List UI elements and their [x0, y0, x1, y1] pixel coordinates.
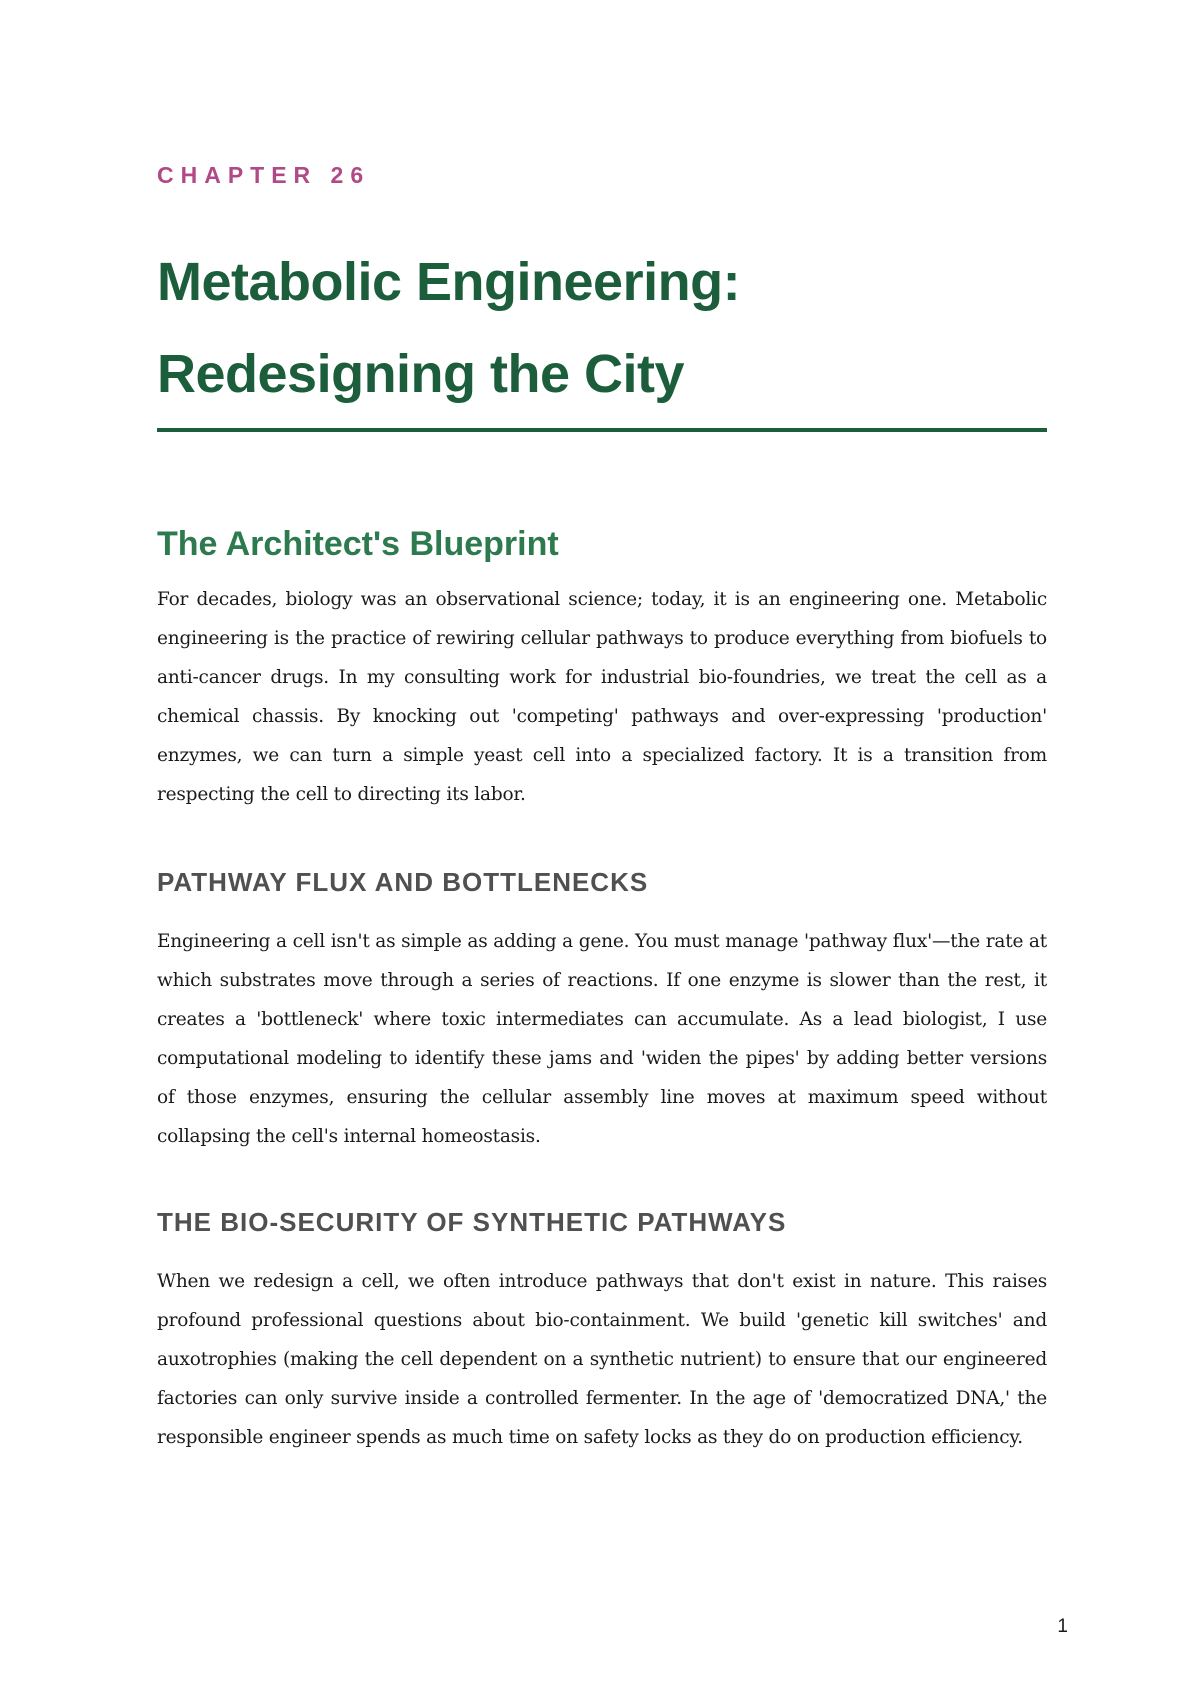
title-divider	[157, 428, 1047, 432]
subsection-paragraph-bio-security: When we redesign a cell, we often introduce pathways that don't exist in nature. This raises profound professional questions about bio-containment. We build 'genetic kill switches' and auxotrophies (making the cell dependent on a synthetic nutrient) to ensure that our engineered factories can only survive inside a controlled fermenter. In the age of 'democratized DNA,' the responsible engineer spends as much time on safety locks as they do on production efficiency.	[157, 1271, 1047, 1448]
chapter-label: CHAPTER 26	[157, 162, 371, 188]
section-paragraph: For decades, biology was an observational science; today, it is an engineering one. Metabolic engineering is the practice of rewiring cellular pathways to produce everything from biofuels to anti-cancer drugs. In my consulting work for industrial bio-foundries, we treat the cell as a chemical chassis. By knocking out 'competing' pathways and over-expressing 'production' enzymes, we can turn a simple yeast cell into a specialized factory. It is a transition from respecting the cell to directing its labor.	[157, 589, 1047, 805]
page-number: 1	[1057, 1616, 1068, 1637]
chapter-title: Metabolic Engineering: Redesigning the City	[157, 252, 741, 404]
subsection-paragraph-pathway-flux: Engineering a cell isn't as simple as adding a gene. You must manage 'pathway flux'—the rate at which substrates move through a series of reactions. If one enzyme is slower than the rest, it creates a 'bottleneck' where toxic intermediates can accumulate. As a lead biologist, I use computational modeling to identify these jams and 'widen the pipes' by adding better versions of those enzymes, ensuring the cellular assembly line moves at maximum speed without collapsing the cell's internal homeostasis.	[157, 931, 1047, 1147]
subsection-title-bio-security: THE BIO-SECURITY OF SYNTHETIC PATHWAYS	[157, 1207, 787, 1237]
section-title: The Architect's Blueprint	[157, 525, 559, 563]
subsection-title-pathway-flux: PATHWAY FLUX AND BOTTLENECKS	[157, 867, 649, 897]
